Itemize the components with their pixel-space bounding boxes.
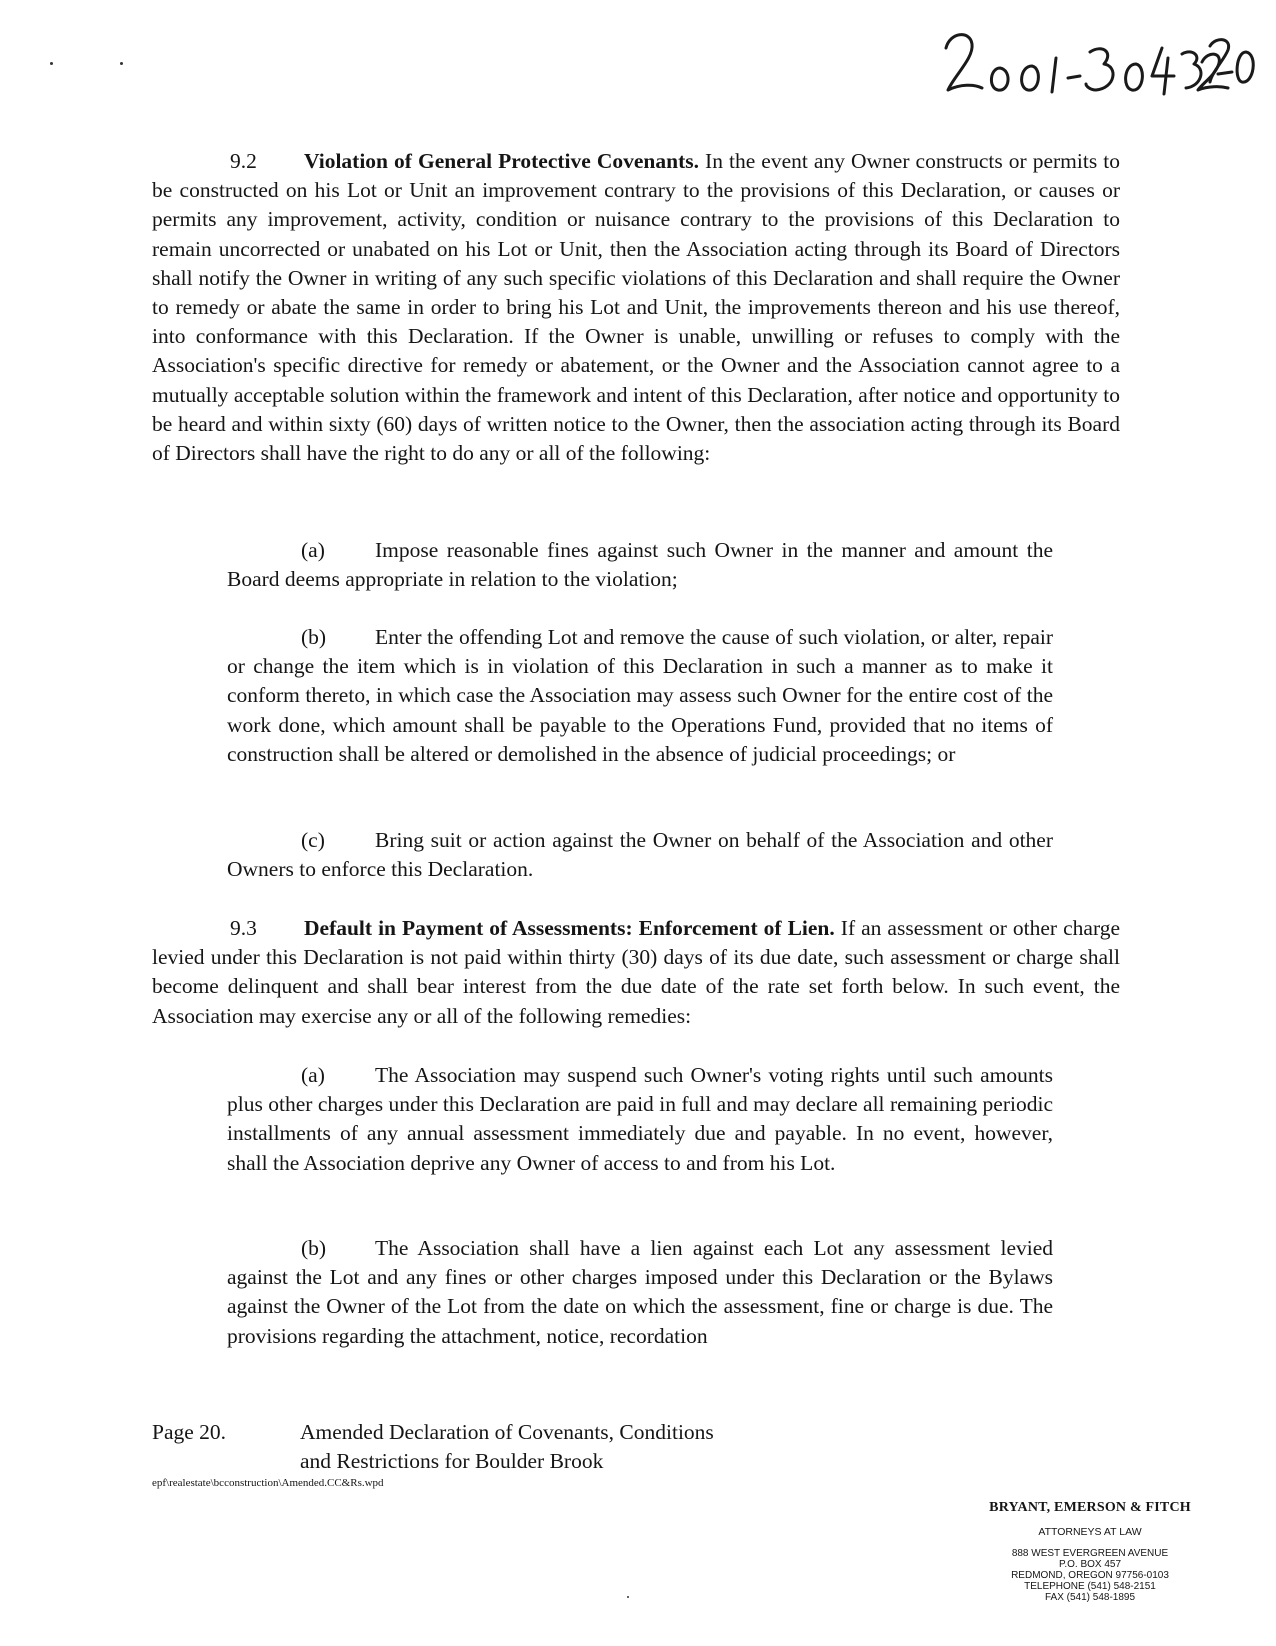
firm-address [960, 1548, 1220, 1603]
subsection-text: Impose reasonable fines against such Owner in the manner and amount the Board deems appropriate in relation to the violation; [227, 538, 1053, 592]
footer-document-title [300, 1418, 714, 1476]
footer-title-line-1: Amended Declaration of Covenants, Conditions [300, 1420, 714, 1444]
handwritten-document-number [940, 18, 1260, 108]
firm-address-line: P.O. BOX 457 [1058, 1559, 1122, 1570]
section-body-text: In the event any Owner constructs or permits to be constructed on his Lot or Unit an improvement contrary to the provisions of this Declaration, or causes or permits any improvement, activity, condition or nuisance contrary to the provisions of this Declaration to remain uncorrected or unabated on his Lot or Unit, then the Association acting through its Board of Directors shall notify the Owner in writing of any such specific violations of this Declaration and shall require the Owner to remedy or abate the same in order to bring his Lot and Unit, the improvements thereon and his use thereof, into conformance with this Declaration. If the Owner is unable, unwilling or refuses to comply with the Association's specific directive for remedy or abatement, or the Owner and the Association cannot agree to a mutually acceptable solution within the framework and intent of this Declaration, after notice and opportunity to be heard and within sixty (60) days of written notice to the Owner, then the association acting through its Board of Directors shall have the right to do any or all of the following: [152, 149, 1120, 466]
section-number: 9.3 [230, 916, 257, 940]
section-number: 9.2 [230, 149, 257, 173]
subsection-9-2-b [227, 623, 1053, 769]
subsection-label: (a) [301, 1063, 325, 1087]
subsection-text: Bring suit or action against the Owner on behalf of the Association and other Owners to enforce this Declaration. [227, 828, 1053, 882]
subsection-label: (b) [301, 625, 327, 649]
firm-address-line: REDMOND, OREGON 97756-0103 [1011, 1570, 1169, 1581]
page-number: Page 20. [152, 1420, 227, 1444]
subsection-label: (c) [301, 828, 325, 852]
firm-fax: FAX (541) 548-1895 [1044, 1592, 1136, 1603]
subsection-text: The Association shall have a lien against each Lot any assessment levied against the Lot and any fines or other charges imposed under this Declaration or the Bylaws against the Owner of the Lot from the date on which the assessment, fine or charge is due. The provisions regarding the attachment, notice, recordation [227, 1236, 1053, 1348]
law-firm-block [960, 1500, 1220, 1603]
firm-subtitle: ATTORNEYS AT LAW [1038, 1526, 1142, 1538]
firm-name: BRYANT, EMERSON & FITCH [989, 1500, 1191, 1515]
subsection-9-3-b [227, 1234, 1053, 1351]
section-9-3-paragraph [152, 914, 1120, 1031]
subsection-label: (a) [301, 538, 325, 562]
subsection-9-2-a [227, 536, 1053, 594]
footer-title-line-2: and Restrictions for Boulder Brook [300, 1449, 604, 1473]
section-heading: Violation of General Protective Covenants. [304, 149, 699, 173]
section-9-2-paragraph [152, 147, 1120, 468]
scan-speck [120, 62, 123, 65]
subsection-9-3-a [227, 1061, 1053, 1178]
section-heading: Default in Payment of Assessments: Enforcement of Lien. [304, 916, 835, 940]
firm-address-line: 888 WEST EVERGREEN AVENUE [1011, 1548, 1169, 1559]
subsection-text: Enter the offending Lot and remove the cause of such violation, or alter, repair or change the item which is in violation of this Declaration in such a manner as to make it conform thereto, in which case the Association may assess such Owner for the entire cost of the work done, which amount shall be payable to the Operations Fund, provided that no items of construction shall be altered or demolished in the absence of judicial proceedings; or [227, 625, 1053, 766]
file-path: epf\realestate\bcconstruction\Amended.CC&Rs.wpd [152, 1477, 384, 1489]
subsection-label: (b) [301, 1236, 327, 1260]
scan-speck [627, 1596, 629, 1598]
subsection-9-2-c [227, 826, 1053, 884]
scan-speck [50, 62, 53, 65]
section-body-text: If an assessment or other charge levied under this Declaration is not paid within thirty (30) days of its due date, such assessment or charge shall become delinquent and shall bear interest from the due date of the rate set forth below. In such event, the Association may exercise any or all of the following remedies: [152, 916, 1121, 1028]
firm-telephone: TELEPHONE (541) 548-2151 [1024, 1581, 1156, 1592]
subsection-text: The Association may suspend such Owner's voting rights until such amounts plus other charges under this Declaration are paid in full and may declare all remaining periodic installments of any annual assessment immediately due and payable. In no event, however, shall the Association deprive any Owner of access to and from his Lot. [227, 1063, 1053, 1175]
